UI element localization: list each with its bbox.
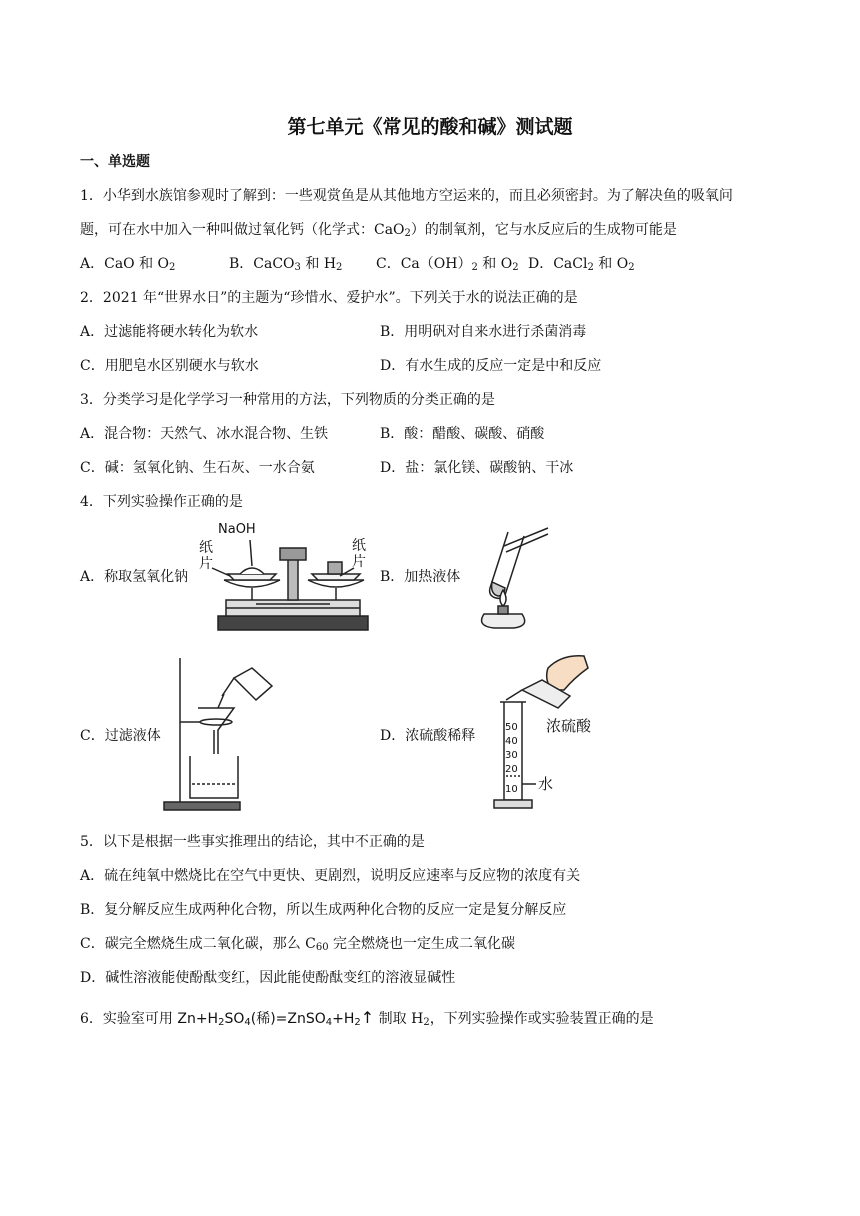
filtration-figure — [160, 656, 282, 812]
q2-option-b: B．用明矾对自来水进行杀菌消毒 — [380, 324, 587, 340]
tick-10: 10 — [505, 784, 518, 795]
q1-option-b: B．CaCO$_3$ 和 $H_2$ — [229, 256, 343, 273]
naoh-label: NaOH — [218, 522, 256, 537]
q2-option-a: A．过滤能将硬水转化为软水 — [80, 324, 259, 340]
q6-equation: $Zn+H_2SO_4$(稀)$=ZnSO_4+H_2↑$ — [177, 1008, 375, 1028]
q1-stem-line2: 题，可在水中加入一种叫做过氧化钙（化学式：CaO$_2$）的制氧剂，它与水反应后的生成物可能是 — [80, 222, 677, 239]
q5-option-d: D．碱性溶液能使酚酞变红，因此能使酚酞变红的溶液显碱性 — [80, 970, 456, 986]
q1-option-c: C．$Ca(OH)_2$ 和 $O_2$ — [376, 256, 519, 273]
q4-option-c-label: C．过滤液体 — [80, 728, 161, 744]
paper-left-label-2: 片 — [199, 556, 213, 572]
q3-option-d: D．盐：氯化镁、碳酸钠、干冰 — [380, 460, 574, 476]
heating-figure — [464, 522, 554, 630]
page-title: 第七单元《常见的酸和碱》测试题 — [287, 116, 573, 138]
q3-stem: 3．分类学习是化学学习一种常用的方法，下列物质的分类正确的是 — [80, 392, 495, 408]
paper-left-label-1: 纸 — [199, 540, 213, 556]
dilution-figure — [492, 650, 612, 816]
q4-option-a-label: A．称取氢氧化钠 — [80, 569, 189, 585]
q5-option-a: A．硫在纯氧中燃烧比在空气中更快、更剧烈，说明反应速率与反应物的浓度有关 — [80, 868, 581, 884]
paper-right-label-1: 纸 — [352, 538, 366, 554]
q4-stem: 4．下列实验操作正确的是 — [80, 494, 243, 510]
q2-option-c: C．用肥皂水区别硬水与软水 — [80, 358, 259, 374]
q6-stem: 6．实验室可用 $Zn+H_2SO_4$(稀)$=ZnSO_4+H_2↑$ 制取 $H_2$，下列实验操作或实验装置正确的是 — [80, 1008, 654, 1028]
q5-option-c: C．碳完全燃烧生成二氧化碳，那么 $C_{60}$ 完全燃烧也一定生成二氧化碳 — [80, 936, 516, 953]
acid-label: 浓硫酸 — [546, 717, 592, 735]
tick-30: 30 — [505, 750, 518, 761]
q4-option-d-label: D．浓硫酸稀释 — [380, 728, 476, 744]
q3-option-a: A．混合物：天然气、冰水混合物、生铁 — [80, 426, 329, 442]
q4-option-b-label: B．加热液体 — [380, 569, 461, 585]
q5-stem: 5．以下是根据一些事实推理出的结论，其中不正确的是 — [80, 834, 425, 850]
q1-option-d: D．CaCl$_2$ 和 $O_2$ — [528, 256, 635, 273]
section-heading: 一、单选题 — [80, 154, 150, 170]
q1-option-a: A．CaO 和 $O_2$ — [80, 256, 176, 273]
balance-figure — [196, 518, 374, 633]
tick-40: 40 — [505, 736, 518, 747]
paper-right-label-2: 片 — [352, 554, 366, 570]
q2-option-d: D．有水生成的反应一定是中和反应 — [380, 358, 602, 374]
q3-option-b: B．酸：醋酸、碳酸、硝酸 — [380, 426, 545, 442]
water-label: 水 — [538, 775, 554, 793]
q2-stem: 2．2021 年“世界水日”的主题为“珍惜水、爱护水”。下列关于水的说法正确的是 — [80, 290, 578, 306]
q1-stem-line1: 1．小华到水族馆参观时了解到：一些观赏鱼是从其他地方空运来的，而且必须密封。为了解决鱼的吸氧问 — [80, 188, 733, 204]
q5-option-b: B．复分解反应生成两种化合物，所以生成两种化合物的反应一定是复分解反应 — [80, 902, 567, 918]
q3-option-c: C．碱：氢氧化钠、生石灰、一水合氨 — [80, 460, 315, 476]
tick-50: 50 — [505, 722, 518, 733]
tick-20: 20 — [505, 764, 518, 775]
